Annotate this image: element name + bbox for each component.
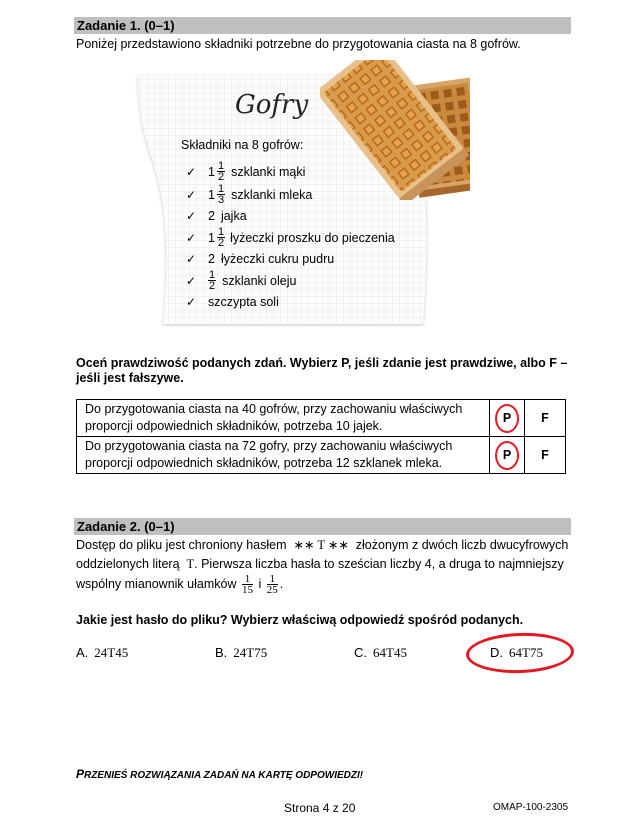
fraction-1-25: $\frac{1}{25}$ (266, 573, 278, 596)
ingredient-item: ✓ $\frac{1}{2}$ szklanki oleju (186, 269, 297, 292)
ingredient-item: ✓ 1 $\frac{1}{2}$ łyżeczki proszku do pieczenia (186, 226, 395, 249)
task2-header: Zadanie 2. (0–1) (74, 518, 571, 535)
ingredient-item: ✓ 2 jajka (186, 209, 247, 223)
exam-code: OMAP-100-2305 (493, 802, 569, 813)
fraction-1-15: $\frac{1}{15}$ (241, 573, 253, 596)
task1-intro: Poniżej przedstawiono składniki potrzebne do przygotowania ciasta na 8 gofrów. (76, 37, 521, 51)
answer-c[interactable]: C. 64T45 (354, 645, 407, 660)
task2-text-line3: wspólny mianownik ułamków $\frac{1}{15}$ i $\frac{1}{25}$ . (76, 573, 284, 596)
task2-text-line1: Dostęp do pliku jest chroniony hasłem ∗∗ T ∗∗ złożonym z dwóch liczb dwucyfrowych (76, 538, 569, 552)
answer-d[interactable]: D. 64T75 (490, 645, 543, 660)
task1-instruction-line1: Oceń prawdziwość podanych zdań. Wybierz P, jeśli zdanie jest prawdziwe, albo F – (76, 356, 568, 370)
fraction: $\frac{1}{2}$ (209, 269, 216, 292)
statement-1: Do przygotowania ciasta na 40 gofrów, przy zachowaniu właściwych proporcji odpowiednich składników, potrzeba 10 jajek. (77, 400, 490, 437)
waffles-image (320, 60, 470, 200)
option-f-1[interactable]: F (525, 400, 566, 437)
fraction: $\frac{1}{3}$ (217, 183, 225, 206)
recipe-subtitle: Składniki na 8 gofrów: (181, 138, 304, 152)
ingredient-item: ✓ 2 łyżeczki cukru pudru (186, 252, 335, 266)
checkmark-icon: ✓ (186, 273, 197, 288)
answer-b[interactable]: B. 24T75 (215, 645, 268, 660)
recipe-title: Gofry (235, 90, 309, 120)
selected-answer-ellipse-mark (465, 631, 574, 675)
option-p-2[interactable]: P (490, 437, 525, 474)
checkmark-icon: ✓ (186, 187, 197, 202)
ingredient-item: ✓ 1 $\frac{1}{2}$ szklanki mąki (186, 160, 306, 183)
checkmark-icon: ✓ (186, 230, 197, 245)
ingredient-item: ✓ 1 $\frac{1}{3}$ szklanki mleka (186, 183, 313, 206)
checkmark-icon: ✓ (186, 252, 197, 266)
option-p-1[interactable]: P (490, 400, 525, 437)
checkmark-icon: ✓ (186, 209, 197, 223)
footer-instruction: PRZENIEŚ ROZWIĄZANIA ZADAŃ NA KARTĘ ODPOWIEDZI! (76, 767, 364, 781)
task2-text-line2: oddzielonych literą T. Pierwsza liczba hasła to sześcian liczby 4, a druga to najmniejszy (76, 557, 564, 571)
selected-circle-mark (495, 441, 519, 470)
fraction: $\frac{1}{2}$ (217, 160, 225, 183)
task1-instruction-line2: jeśli jest fałszywe. (76, 371, 184, 385)
table-row (77, 437, 566, 474)
true-false-table (76, 399, 566, 474)
fraction: $\frac{1}{2}$ (217, 226, 225, 249)
checkmark-icon: ✓ (186, 295, 197, 309)
page-number: Strona 4 z 20 (284, 801, 356, 815)
task1-header: Zadanie 1. (0–1) (74, 17, 571, 34)
ingredient-item: ✓ szczypta soli (186, 295, 279, 309)
task2-question: Jakie jest hasło do pliku? Wybierz właściwą odpowiedź spośród podanych. (76, 613, 524, 627)
option-f-2[interactable]: F (525, 437, 566, 474)
password-pattern: ∗∗ T ∗∗ (293, 538, 349, 552)
statement-2: Do przygotowania ciasta na 72 gofry, przy zachowaniu właściwych proporcji odpowiednich składników, potrzeba 12 szklanek mleka. (77, 437, 490, 474)
table-row (77, 400, 566, 437)
checkmark-icon: ✓ (186, 164, 197, 179)
answer-a[interactable]: A. 24T45 (76, 645, 129, 660)
selected-circle-mark (495, 404, 519, 433)
